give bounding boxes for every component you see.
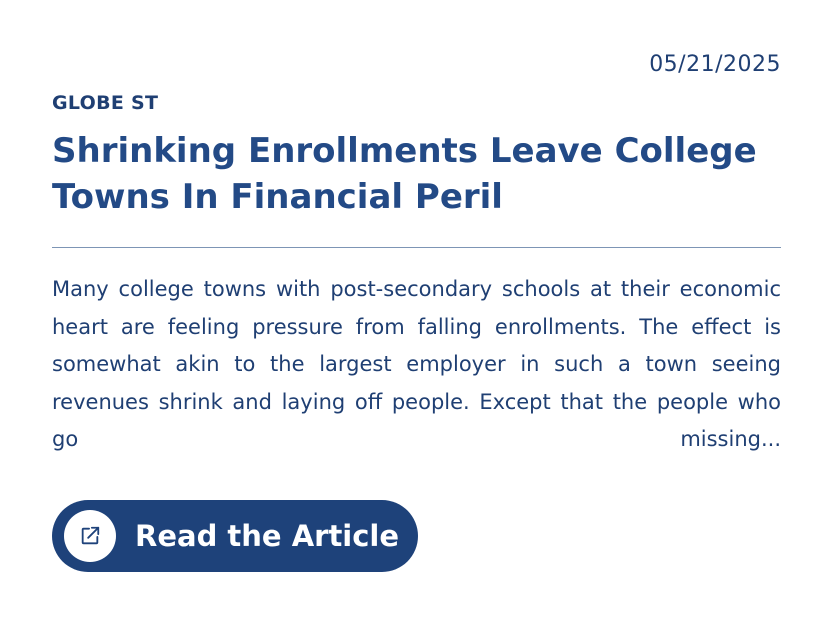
divider xyxy=(52,247,781,248)
external-link-icon xyxy=(64,510,116,562)
article-date: 05/21/2025 xyxy=(649,52,781,77)
article-summary: Many college towns with post-secondary schools at their economic heart are feeling pressure from falling enrollments. The effect is somewhat akin to the largest employer in such a town seeing revenues shrink and laying off people. Except that the people who go missing... xyxy=(52,277,781,451)
article-source: GLOBE ST xyxy=(52,92,159,114)
article-headline: Shrinking Enrollments Leave College Towns In Financial Peril xyxy=(52,131,757,217)
read-article-button[interactable] xyxy=(52,500,418,572)
read-article-label: Read the Article xyxy=(135,519,400,553)
